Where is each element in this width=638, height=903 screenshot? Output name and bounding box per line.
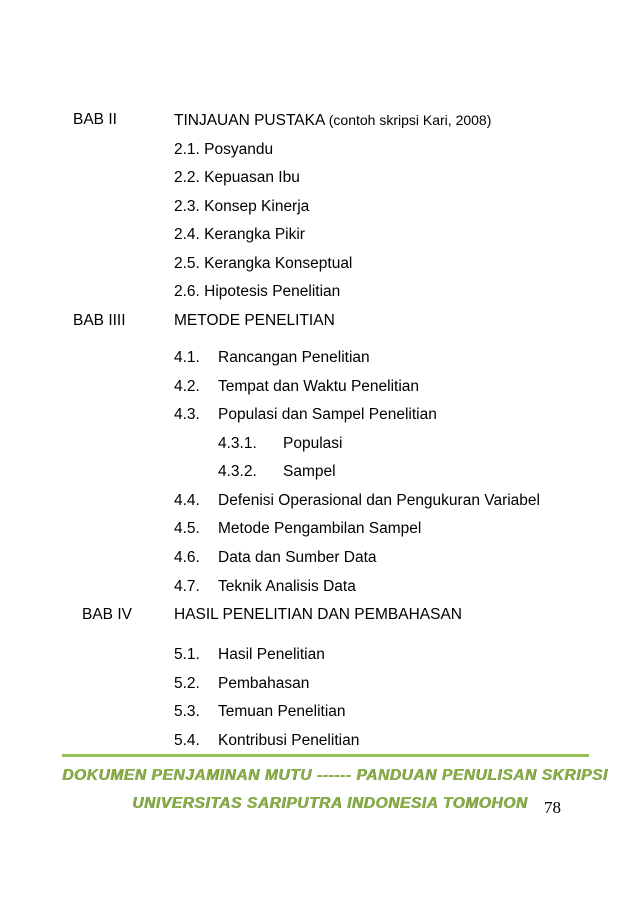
chapter-label-bab-4: BAB IV xyxy=(82,606,132,623)
toc-item-text: Metode Pengambilan Sampel xyxy=(218,520,422,537)
chapter-title-text: TINJAUAN PUSTAKA xyxy=(174,112,325,129)
toc-item-text: Rancangan Penelitian xyxy=(218,349,370,366)
page-number: 78 xyxy=(544,798,561,817)
toc-item-text: Defenisi Operasional dan Pengukuran Variabel xyxy=(218,492,540,509)
chapter-title-bab-3: METODE PENELITIAN xyxy=(174,312,335,329)
toc-item-text: Pembahasan xyxy=(218,675,310,692)
toc-item-number: 5.3. xyxy=(174,703,200,720)
toc-item-number: 5.4. xyxy=(174,732,200,749)
chapter-label-bab-2: BAB II xyxy=(73,111,117,128)
toc-item-text: Populasi dan Sampel Penelitian xyxy=(218,406,437,423)
toc-item-2-3: 2.3. Konsep Kinerja xyxy=(174,198,310,215)
toc-item-number: 4.5. xyxy=(174,520,200,537)
footer-line-1: DOKUMEN PENJAMINAN MUTU ------ PANDUAN PENULISAN SKRIPSI xyxy=(62,767,608,784)
toc-item-number: 5.2. xyxy=(174,675,200,692)
toc-item-number: 5.1. xyxy=(174,646,200,663)
toc-item-number: 4.3.1. xyxy=(218,435,257,452)
toc-item-text: Teknik Analisis Data xyxy=(218,578,356,595)
toc-item-2-2: 2.2. Kepuasan Ibu xyxy=(174,169,300,186)
chapter-title-bab-4: HASIL PENELITIAN DAN PEMBAHASAN xyxy=(174,606,462,623)
toc-item-2-6: 2.6. Hipotesis Penelitian xyxy=(174,283,341,300)
toc-item-2-5: 2.5. Kerangka Konseptual xyxy=(174,255,353,272)
toc-item-number: 4.1. xyxy=(174,349,200,366)
toc-item-text: Kontribusi Penelitian xyxy=(218,732,360,749)
toc-item-2-1: 2.1. Posyandu xyxy=(174,141,274,158)
toc-item-number: 4.4. xyxy=(174,492,200,509)
toc-item-text: Temuan Penelitian xyxy=(218,703,346,720)
toc-item-number: 4.6. xyxy=(174,549,200,566)
toc-item-text: Tempat dan Waktu Penelitian xyxy=(218,378,420,395)
toc-item-text: Sampel xyxy=(283,463,336,480)
footer-line-2: UNIVERSITAS SARIPUTRA INDONESIA TOMOHON xyxy=(132,795,528,812)
toc-item-number: 4.7. xyxy=(174,578,200,595)
toc-item-text: Populasi xyxy=(283,435,343,452)
toc-item-number: 4.3. xyxy=(174,406,200,423)
chapter-title-bab-2 xyxy=(174,111,491,130)
toc-item-text: Hasil Penelitian xyxy=(218,646,325,663)
toc-item-number: 4.2. xyxy=(174,378,200,395)
footer-rule xyxy=(62,754,589,757)
chapter-title-note: (contoh skripsi Kari, 2008) xyxy=(328,112,492,128)
toc-item-number: 4.3.2. xyxy=(218,463,257,480)
toc-item-2-4: 2.4. Kerangka Pikir xyxy=(174,226,305,243)
chapter-label-bab-3: BAB IIII xyxy=(73,312,126,329)
toc-item-text: Data dan Sumber Data xyxy=(218,549,377,566)
